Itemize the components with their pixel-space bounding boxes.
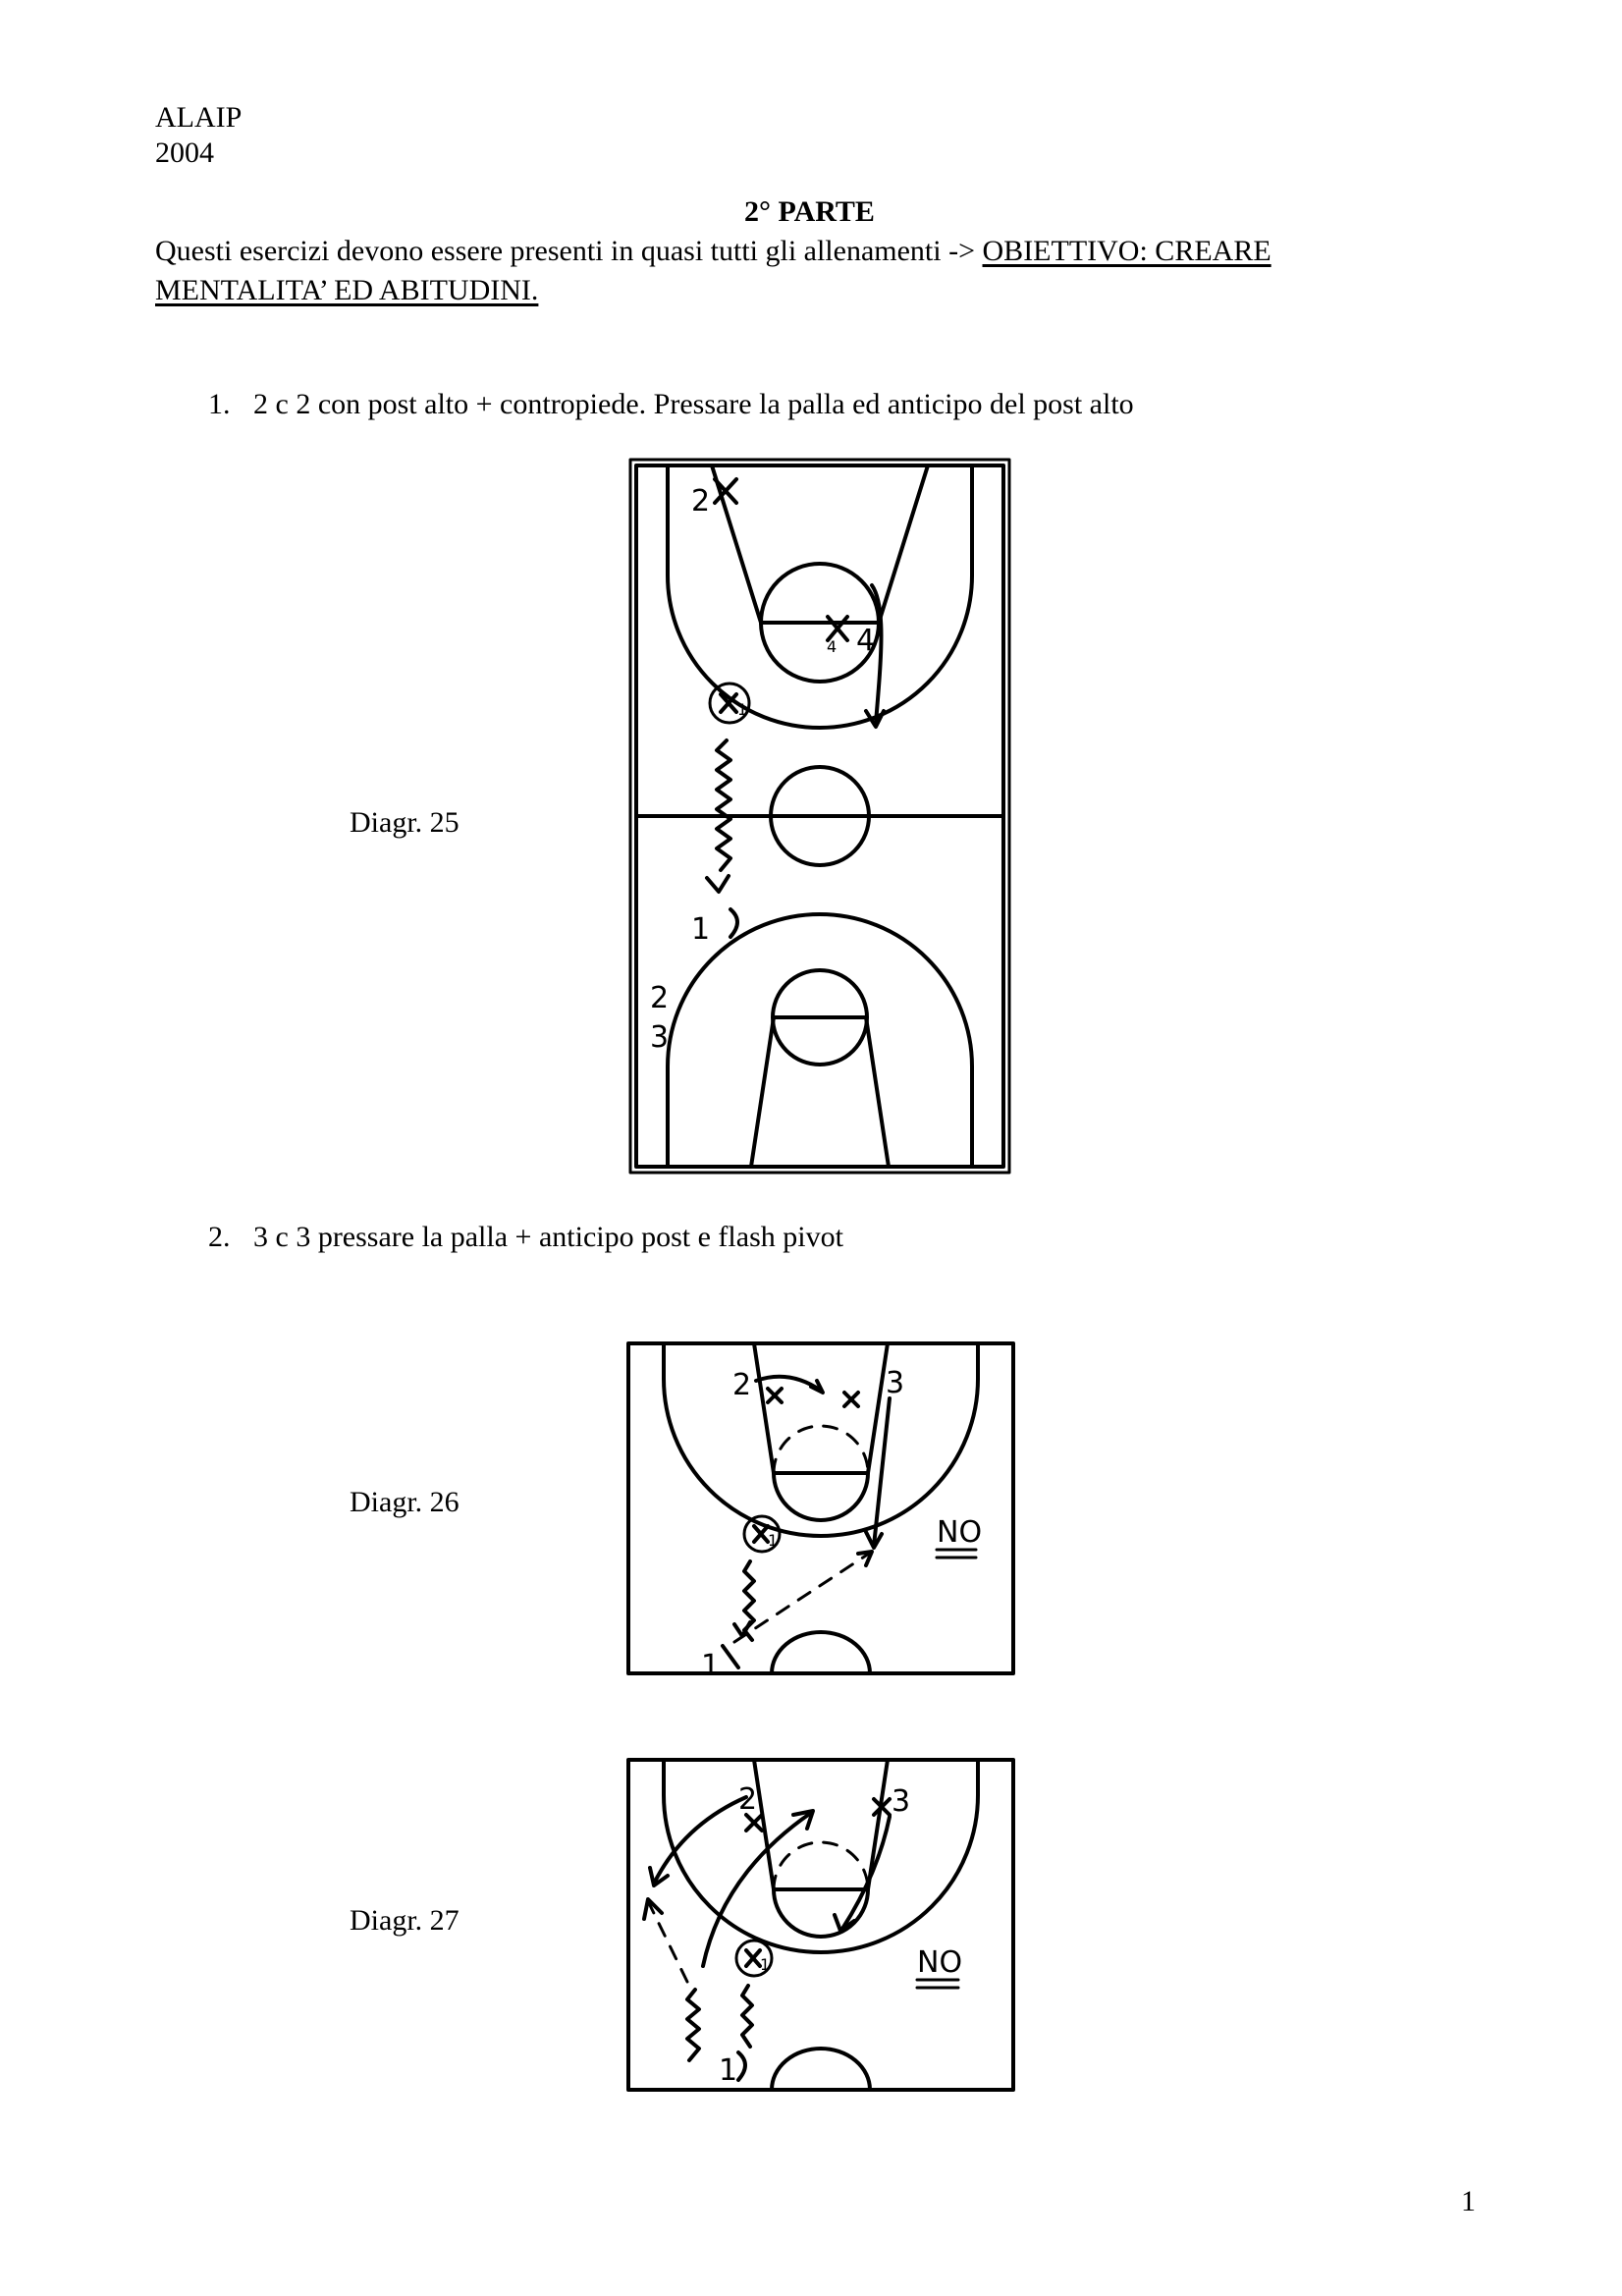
label-queue-2: 2 — [650, 981, 670, 1015]
label-defender-1: 1 — [768, 1531, 779, 1550]
intro-goal-part1: OBIETTIVO: CREARE — [982, 235, 1271, 267]
label-no: NO — [917, 1945, 963, 1980]
item-1-number: 1. — [208, 388, 231, 420]
header-org: ALAIP — [155, 101, 243, 134]
label-player-2-top: 2 — [691, 484, 711, 519]
item-2-number: 2. — [208, 1221, 231, 1253]
intro-goal-part2: MENTALITA’ ED ABITUDINI. — [155, 274, 539, 306]
label-player-2: 2 — [732, 1368, 752, 1402]
item-1-text: 2 c 2 con post alto + contropiede. Pressare la palla ed anticipo del post alto — [253, 388, 1134, 420]
intro-text: Questi esercizi devono essere presenti in quasi tutti gli allenamenti -> — [155, 235, 983, 267]
label-player-1: 1 — [691, 912, 711, 947]
label-player-4: 4 — [856, 624, 876, 658]
label-defender-1: 1 — [760, 1955, 771, 1974]
label-player-1: 1 — [701, 1649, 721, 1683]
diagram-25-full-court — [628, 458, 1011, 1175]
label-no: NO — [937, 1515, 983, 1550]
label-player-1: 1 — [719, 2053, 738, 2088]
diagram-27-half-court — [624, 1756, 1017, 2094]
section-intro-line1 — [155, 234, 1271, 269]
item-2-text: 3 c 3 pressare la palla + anticipo post e flash pivot — [253, 1221, 843, 1253]
diagram-26-caption: Diagr. 26 — [350, 1486, 460, 1518]
label-defender-1: 1 — [737, 700, 748, 719]
diagram-27-caption: Diagr. 27 — [350, 1904, 460, 1937]
diagram-26-half-court — [624, 1339, 1017, 1683]
defender-x-3 — [844, 1393, 858, 1406]
defender-x-2 — [746, 1815, 762, 1831]
label-defender-4: 4 — [827, 637, 838, 656]
label-player-3: 3 — [892, 1784, 911, 1819]
label-player-2: 2 — [738, 1782, 758, 1817]
section-title: 2° PARTE — [744, 195, 875, 228]
header-year: 2004 — [155, 137, 214, 169]
page-number: 1 — [1461, 2185, 1476, 2217]
label-queue-3: 3 — [650, 1020, 670, 1055]
label-player-3: 3 — [886, 1366, 905, 1400]
defender-x-2 — [768, 1389, 782, 1402]
diagram-25-caption: Diagr. 25 — [350, 806, 460, 839]
